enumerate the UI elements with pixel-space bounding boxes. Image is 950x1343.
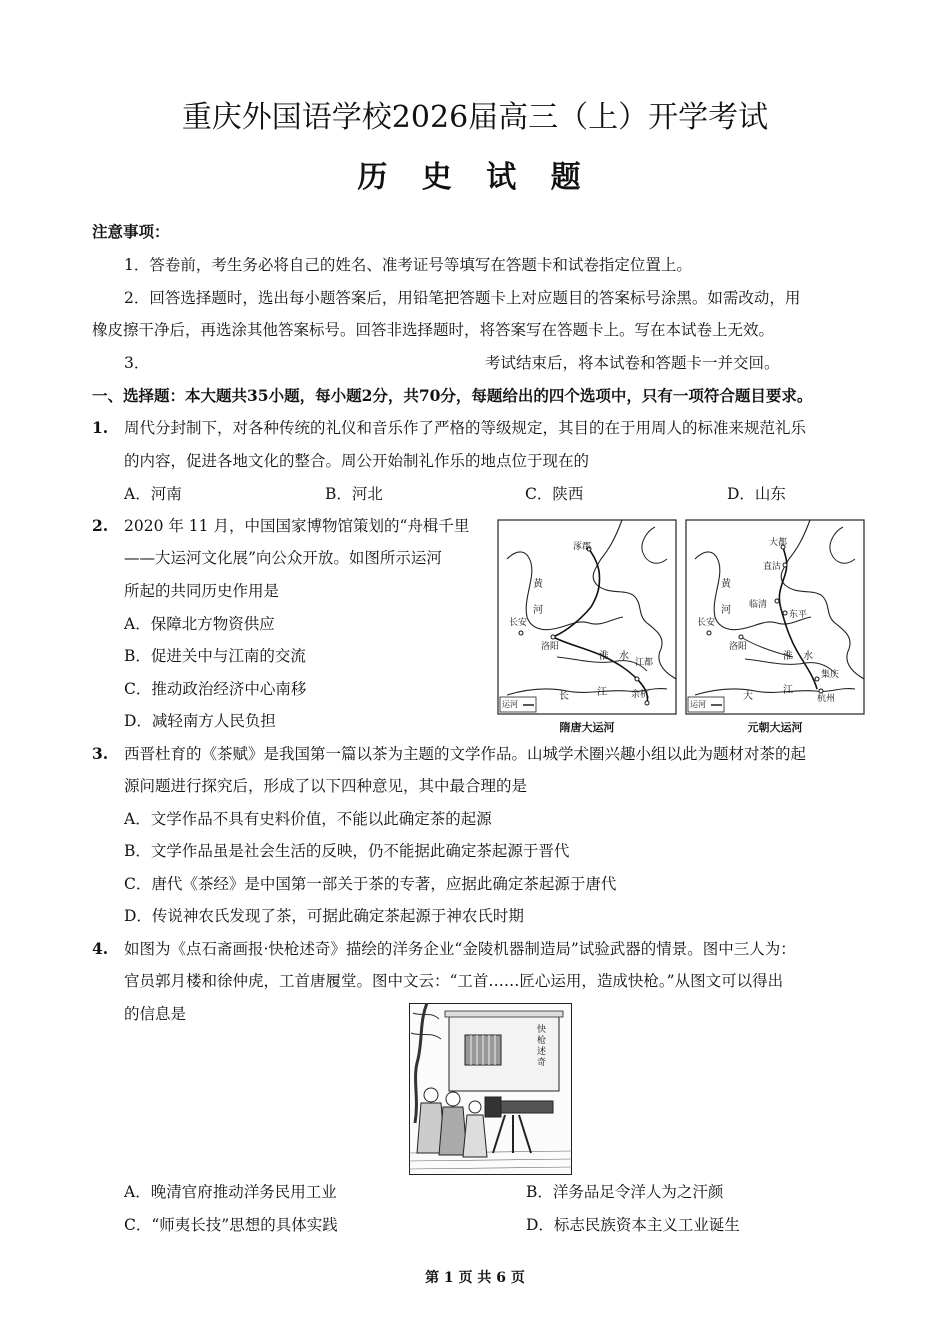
- map2-label-huai: 淮: [783, 651, 793, 662]
- question-2-option-c[interactable]: C．推动政治经济中心南移: [124, 680, 307, 698]
- question-2-option-a[interactable]: A．保障北方物资供应: [124, 615, 275, 633]
- question-3-option-d[interactable]: D．传说神农氏发现了茶，可据此确定茶起源于神农氏时期: [124, 907, 524, 925]
- question-4-option-c[interactable]: C．“师夷长技”思想的具体实践: [124, 1216, 338, 1234]
- map1-label-chang: 长: [559, 691, 569, 702]
- map1-label-huai: 淮: [599, 651, 609, 662]
- question-4-option-b[interactable]: B．洋务品足令洋人为之汗颜: [526, 1183, 724, 1201]
- question-3-number: 3.: [92, 744, 109, 763]
- exam-subtitle: 历 史 试 题: [357, 160, 593, 195]
- map2-label-da: 大: [743, 691, 753, 702]
- notice-item-3-number: 3．: [124, 354, 150, 372]
- notice-item-2-line-1: 2．回答选择题时，选出每小题答案后，用铅笔把答题卡上对应题目的答案标号涂黑。如需改动，用: [124, 289, 801, 307]
- question-2-option-d[interactable]: D．减轻南方人民负担: [124, 712, 276, 730]
- map2-label-zhigu: 直沽: [763, 562, 782, 572]
- page-footer: 第 1 页 共 6 页: [425, 1270, 525, 1286]
- question-1-stem-line-1: 周代分封制下，对各种传统的礼仪和音乐作了严格的等级规定，其目的在于用周人的标准来规范礼乐: [124, 419, 807, 437]
- notice-heading: 注意事项：: [92, 222, 170, 241]
- sui-tang-canal-map: [497, 519, 677, 735]
- notice-item-2-line-2: 橡皮擦干净后，再选涂其他答案标号。回答非选择题时，将答案写在答题卡上。写在本试卷上无效。: [92, 321, 775, 339]
- map1-label-yuhang: 余杭: [631, 690, 650, 700]
- question-2-stem-line-1: 2020 年 11 月，中国国家博物馆策划的“舟楫千里: [124, 517, 470, 535]
- map1-label-huang: 黄: [533, 579, 543, 590]
- question-2-number: 2.: [92, 516, 109, 535]
- notice-item-3-text: 考试结束后，将本试卷和答题卡一并交回。: [485, 354, 780, 372]
- map2-label-jiqing: 集庆: [821, 670, 840, 680]
- section-heading: 一、选择题：本大题共35小题，每小题2分，共70分，每题给出的四个选项中，只有一项符合题目要求。: [92, 386, 813, 405]
- map1-label-changan: 长安: [509, 618, 528, 628]
- map2-label-hangzhou: 杭州: [817, 694, 836, 704]
- map1-legend-label: 运河: [502, 700, 518, 709]
- map1-caption: 隋唐大运河: [559, 721, 615, 734]
- question-4-stem-line-1: 如图为《点石斋画报·快枪述奇》描绘的洋务企业“金陵机器制造局”试验武器的情景。图中三人为：: [124, 940, 796, 958]
- question-2-stem-line-2: ——大运河文化展”向公众开放。如图所示运河: [124, 549, 442, 567]
- illustration-inscription: 快枪述奇: [537, 1025, 547, 1068]
- map2-label-dongping: 东平: [789, 610, 808, 620]
- map2-caption: 元朝大运河: [747, 721, 803, 734]
- question-1-number: 1.: [92, 418, 109, 437]
- question-2-stem-line-3: 所起的共同历史作用是: [124, 582, 280, 600]
- question-4-option-a[interactable]: A．晚清官府推动洋务民用工业: [124, 1183, 337, 1201]
- map2-legend-label: 运河: [690, 700, 706, 709]
- question-2-option-b[interactable]: B．促进关中与江南的交流: [124, 647, 306, 665]
- map2-label-luoyang: 洛阳: [729, 642, 748, 652]
- question-1-option-d[interactable]: D．山东: [727, 485, 786, 503]
- map1-label-jiangdu: 江都: [635, 658, 654, 668]
- map1-label-he: 河: [533, 605, 543, 616]
- map1-label-shui: 水: [619, 651, 629, 662]
- quick-gun-illustration: [409, 1003, 572, 1175]
- question-1-option-b[interactable]: B．河北: [325, 485, 383, 503]
- question-3-option-c[interactable]: C．唐代《茶经》是中国第一部关于茶的专著，应据此确定茶起源于唐代: [124, 875, 617, 893]
- question-4-option-d[interactable]: D．标志民族资本主义工业诞生: [526, 1216, 740, 1234]
- map2-label-changan: 长安: [697, 618, 716, 628]
- yuan-canal-map: [685, 519, 865, 735]
- question-1-stem-line-2: 的内容，促进各地文化的整合。周公开始制礼作乐的地点位于现在的: [124, 452, 590, 470]
- map2-label-linqing: 临清: [749, 600, 768, 610]
- question-4-number: 4.: [92, 939, 109, 958]
- map1-label-luoyang: 洛阳: [541, 642, 560, 652]
- map2-label-dadu: 大都: [769, 538, 788, 548]
- question-4-stem-line-3: 的信息是: [124, 1005, 187, 1023]
- map1-label-zhuojun: 涿郡: [573, 542, 592, 552]
- question-4-stem-line-2: 官员郭月楼和徐仲虎，工首唐履堂。图中文云：“工首……匠心运用，造成快枪。”从图文可以得出: [124, 972, 784, 990]
- map1-label-jiang: 江: [597, 687, 607, 698]
- question-3-stem-line-1: 西晋杜育的《茶赋》是我国第一篇以茶为主题的文学作品。山城学术圈兴趣小组以此为题材对茶的起: [124, 745, 807, 763]
- question-3-stem-line-2: 源问题进行探究后，形成了以下四种意见，其中最合理的是: [124, 777, 528, 795]
- map2-label-he: 河: [721, 605, 731, 616]
- map2-label-shui: 水: [803, 651, 813, 662]
- question-1-option-c[interactable]: C．陕西: [525, 485, 584, 503]
- map2-label-huang: 黄: [721, 579, 731, 590]
- question-3-option-b[interactable]: B．文学作品虽是社会生活的反映，仍不能据此确定茶起源于晋代: [124, 842, 570, 860]
- map2-label-jiang: 江: [783, 685, 793, 696]
- exam-title: 重庆外国语学校2026届高三（上）开学考试: [181, 100, 769, 135]
- question-3-option-a[interactable]: A．文学作品不具有史料价值，不能以此确定茶的起源: [124, 810, 492, 828]
- question-1-option-a[interactable]: A．河南: [124, 485, 182, 503]
- notice-item-1: 1．答卷前，考生务必将自己的姓名、准考证号等填写在答题卡和试卷指定位置上。: [124, 256, 692, 274]
